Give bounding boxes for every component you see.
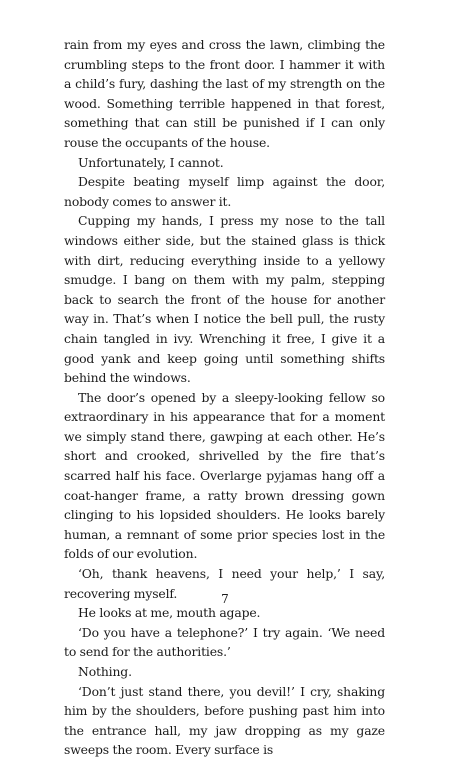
paragraph-3: Despite beating myself limp against the door, nobody comes to answer it.	[64, 174, 385, 209]
paragraph-5: The door’s opened by a sleepy-looking fellow so extraordinary in his appearance that for a moment we simply stand there, gawping at each other. He’s short and crooked, shrivelled by the fire that’s scarred half his face. Overlarge pyjamas hang off a coat-hanger frame, a ratty brown dressing gown clinging to his lopsided shoulders. He looks barely human, a remnant of some prior species lost in the folds of our evolution.	[64, 389, 385, 562]
page-number: 7	[221, 592, 229, 606]
paragraph-4: Cupping my hands, I press my nose to the tall windows either side, but the stained glass is thick with dirt, reducing everything inside to a yellowy smudge. I bang on them with my palm, stepping back to search the front of the house for another way in. That’s when I notice the bell pull, the rusty chain tangled in ivy. Wrenching it free, I give it a good yank and keep going until something shifts behind the windows.	[64, 213, 385, 386]
paragraph-9: Nothing.	[78, 664, 132, 679]
paragraph-7: He looks at me, mouth agape.	[78, 605, 261, 621]
paragraph-8: ‘Do you have a telephone?’ I try again. ‘We need to send for the authorities.’	[64, 624, 385, 660]
paragraph-10: ‘Don’t just stand there, you devil!’ I cry, shaking him by the shoulders, before pushing past him into the entrance hall, my jaw dropping as my gaze sweeps the room. Every surface is	[64, 683, 385, 758]
paragraph-2: Unfortunately, I cannot.	[78, 154, 224, 170]
paragraph-1: rain from my eyes and cross the lawn, climbing the crumbling steps to the front door. I hammer it with a child’s fury, dashing the last of my strength on the wood. Something terrible happened in that forest, something that can still be punished if I can only rouse the occupants of the house.	[64, 37, 385, 150]
body-text	[64, 35, 385, 760]
paragraph-6: ‘Oh, thank heavens, I need your help,’ I say, recovering myself.	[64, 566, 385, 601]
